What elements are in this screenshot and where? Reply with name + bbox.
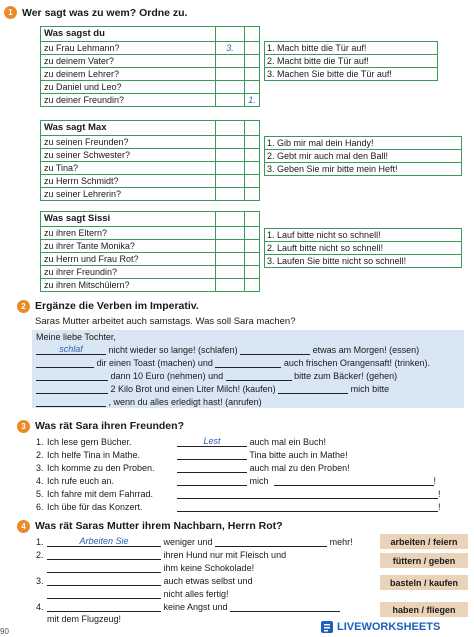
- answer-cell[interactable]: [244, 253, 259, 265]
- answer-cell[interactable]: [215, 94, 244, 106]
- answer-blank[interactable]: [177, 501, 438, 512]
- advice-row: 2. Ich helfe Tina in Mathe. Tina bitte auch in Mathe!: [36, 450, 348, 460]
- row-label: zu Tina?: [44, 163, 79, 173]
- answer-cell[interactable]: [244, 149, 259, 161]
- row-label: zu seinen Freunden?: [44, 137, 129, 147]
- advice-row: 6. Ich übe für das Konzert. !: [36, 502, 441, 512]
- answer-blank[interactable]: Lest: [177, 436, 247, 447]
- answer-cell[interactable]: [215, 279, 244, 291]
- option-box: [264, 136, 462, 176]
- answer-cell[interactable]: [244, 81, 259, 93]
- answer-cell[interactable]: [244, 279, 259, 291]
- answer-blank[interactable]: schlaf: [36, 344, 106, 355]
- advice-row: nicht alles fertig!: [36, 588, 229, 599]
- answer-cell[interactable]: [244, 68, 259, 80]
- answer-cell[interactable]: [215, 55, 244, 67]
- answer-blank[interactable]: [215, 536, 327, 547]
- answer-blank[interactable]: [177, 449, 247, 460]
- answer-cell[interactable]: [215, 188, 244, 200]
- table-title: Was sagt Max: [44, 122, 107, 133]
- word-box: basteln / kaufen: [380, 575, 468, 590]
- row-label: zu Herrn Schmidt?: [44, 176, 119, 186]
- answer-blank[interactable]: [47, 562, 161, 573]
- answer-blank[interactable]: Arbeiten Sie: [47, 536, 161, 547]
- section-intro: Saras Mutter arbeitet auch samstags. Was soll Sara machen?: [35, 316, 296, 327]
- advice-row: 4. Ich rufe euch an. mich !: [36, 476, 437, 486]
- row-label: zu deinem Lehrer?: [44, 69, 120, 79]
- row-label: zu ihrer Tante Monika?: [44, 241, 135, 251]
- answer-blank[interactable]: [36, 357, 94, 368]
- answer-cell[interactable]: [215, 162, 244, 174]
- answer-cell[interactable]: [244, 188, 259, 200]
- answer-blank[interactable]: [177, 488, 438, 499]
- letter-line: , wenn du alles erledigt hast! (anrufen): [36, 396, 262, 407]
- answer-cell[interactable]: [215, 81, 244, 93]
- answer-cell[interactable]: 3.: [215, 42, 244, 54]
- answer-cell[interactable]: [244, 175, 259, 187]
- answer-cell[interactable]: [215, 240, 244, 252]
- row-label: zu ihrer Freundin?: [44, 267, 118, 277]
- option-item: 2. Gebt mir auch mal den Ball!: [265, 149, 461, 162]
- row-label: zu deinem Vater?: [44, 56, 114, 66]
- answer-blank[interactable]: [36, 370, 108, 381]
- answer-blank[interactable]: [177, 475, 247, 486]
- answer-blank[interactable]: [47, 588, 161, 599]
- row-label: zu Daniel und Leo?: [44, 82, 122, 92]
- option-box: [264, 228, 462, 268]
- section-title: Was rät Sara ihren Freunden?: [35, 420, 184, 432]
- answer-cell[interactable]: [244, 227, 259, 239]
- advice-row: 3. auch etwas selbst und: [36, 576, 253, 586]
- matching-table-sissi: [40, 211, 260, 292]
- answer-cell[interactable]: [215, 149, 244, 161]
- letter-line: dann 10 Euro (nehmen) und bitte zum Bäcker! (gehen): [36, 370, 397, 381]
- option-item: 2. Lauft bitte nicht so schnell!: [265, 241, 461, 254]
- advice-row: 4. keine Angst und: [36, 601, 340, 612]
- letter-line: 2 Kilo Brot und einen Liter Milch! (kaufen) mich bitte: [36, 383, 389, 394]
- answer-blank[interactable]: [177, 462, 247, 473]
- section-title: Was rät Saras Mutter ihrem Nachbarn, Herrn Rot?: [35, 520, 283, 532]
- answer-cell[interactable]: [244, 55, 259, 67]
- section-number-badge: 2: [17, 300, 30, 313]
- section-number-badge: 1: [4, 6, 17, 19]
- matching-table-du: [40, 26, 260, 107]
- letter-line: dir einen Toast (machen) und auch frischen Orangensaft! (trinken).: [36, 357, 430, 368]
- answer-cell[interactable]: [244, 266, 259, 278]
- liveworksheets-logo: LIVEWORKSHEETS: [320, 619, 470, 635]
- option-item: 3. Laufen Sie bitte nicht so schnell!: [265, 254, 461, 267]
- word-box: füttern / geben: [380, 553, 468, 568]
- advice-row: 3. Ich komme zu den Proben. auch mal zu den Proben!: [36, 463, 350, 473]
- option-item: 1. Gib mir mal dein Handy!: [267, 138, 374, 148]
- answer-cell[interactable]: [244, 240, 259, 252]
- advice-row: 1. Ich lese gern Bücher. Lest auch mal ein Buch!: [36, 436, 327, 447]
- option-item: 3. Geben Sie mir bitte mein Heft!: [265, 162, 461, 175]
- section-title: Wer sagt was zu wem? Ordne zu.: [22, 7, 188, 19]
- answer-cell[interactable]: [215, 227, 244, 239]
- row-label: zu seiner Lehrerin?: [44, 189, 122, 199]
- answer-cell[interactable]: [215, 253, 244, 265]
- letter-line: schlaf nicht wieder so lange! (schlafen) etwas am Morgen! (essen): [36, 344, 419, 355]
- row-label: zu Herrn und Frau Rot?: [44, 254, 139, 264]
- row-label: zu seiner Schwester?: [44, 150, 131, 160]
- option-item: 1. Lauf bitte nicht so schnell!: [267, 230, 381, 240]
- section-number-badge: 4: [17, 520, 30, 533]
- answer-blank[interactable]: [274, 475, 434, 486]
- answer-blank[interactable]: [240, 344, 310, 355]
- advice-row: 5. Ich fahre mit dem Fahrrad. !: [36, 489, 441, 499]
- section-number-badge: 3: [17, 420, 30, 433]
- section-title: Ergänze die Verben im Imperativ.: [35, 300, 199, 312]
- table-title: Was sagst du: [44, 28, 105, 39]
- option-box: [264, 41, 438, 81]
- word-box: haben / fliegen: [380, 602, 468, 617]
- answer-cell[interactable]: [215, 266, 244, 278]
- answer-cell[interactable]: [215, 136, 244, 148]
- letter-greeting: Meine liebe Tochter,: [36, 332, 116, 342]
- row-label: zu deiner Freundin?: [44, 95, 125, 105]
- logo-icon: [320, 620, 334, 634]
- answer-blank[interactable]: [36, 383, 108, 394]
- option-item: 3. Machen Sie bitte die Tür auf!: [265, 67, 437, 80]
- option-item: 2. Macht bitte die Tür auf!: [265, 54, 437, 67]
- row-label: zu ihren Eltern?: [44, 228, 108, 238]
- table-title: Was sagt Sissi: [44, 213, 111, 224]
- answer-cell[interactable]: [244, 136, 259, 148]
- row-label: zu Frau Lehmann?: [44, 43, 120, 53]
- advice-row: 2. ihren Hund nur mit Fleisch und: [36, 550, 287, 560]
- answer-cell[interactable]: 1.: [244, 94, 259, 106]
- answer-cell[interactable]: [244, 162, 259, 174]
- row-label: zu ihren Mitschülern?: [44, 280, 130, 290]
- answer-blank[interactable]: [47, 575, 161, 586]
- answer-cell[interactable]: [215, 175, 244, 187]
- advice-row: 1. Arbeiten Sie weniger und mehr!: [36, 536, 353, 547]
- answer-cell[interactable]: [244, 42, 259, 54]
- word-box: arbeiten / feiern: [380, 534, 468, 549]
- advice-row: mit dem Flugzeug!: [47, 614, 122, 624]
- answer-blank[interactable]: [47, 601, 161, 612]
- page-number: 90: [0, 627, 9, 636]
- answer-blank[interactable]: [47, 549, 161, 560]
- answer-blank[interactable]: [226, 370, 292, 381]
- answer-blank[interactable]: [36, 396, 106, 407]
- answer-blank[interactable]: [230, 601, 340, 612]
- answer-cell[interactable]: [215, 68, 244, 80]
- answer-blank[interactable]: [215, 357, 281, 368]
- advice-row: ihm keine Schokolade!: [36, 562, 254, 573]
- option-item: 1. Mach bitte die Tür auf!: [267, 43, 367, 53]
- matching-table-max: [40, 120, 260, 201]
- answer-blank[interactable]: [278, 383, 348, 394]
